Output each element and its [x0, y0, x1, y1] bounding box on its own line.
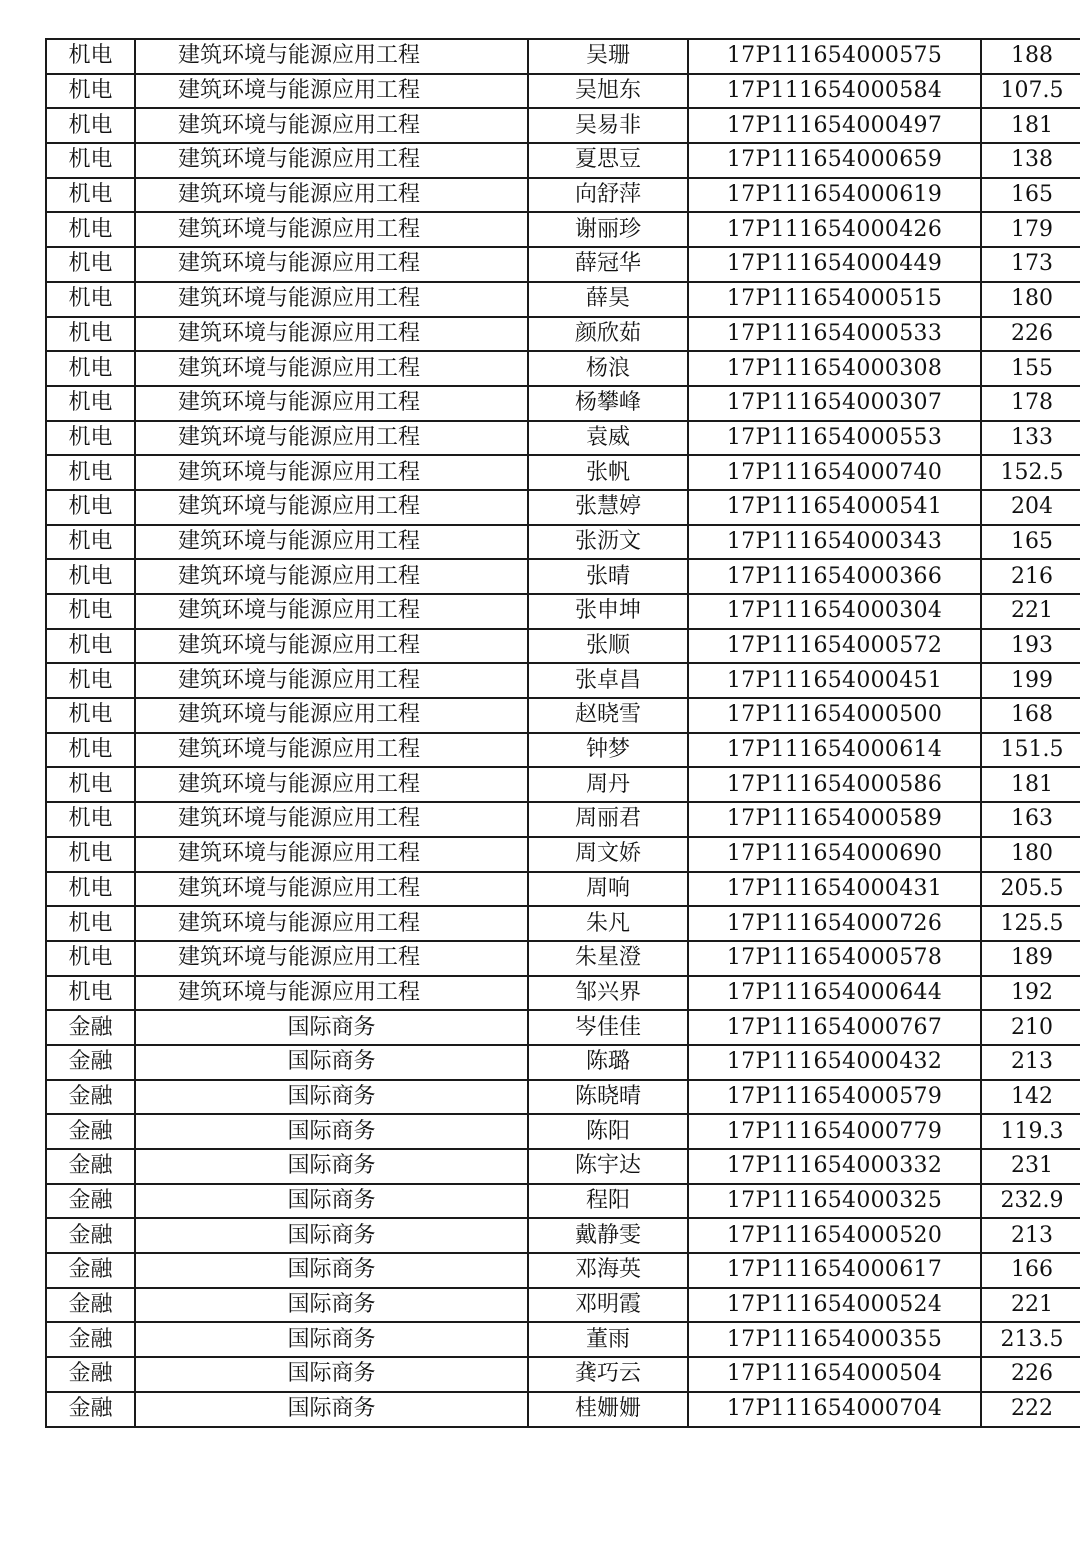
major-cell: 国际商务 — [135, 1045, 528, 1080]
major-cell: 建筑环境与能源应用工程 — [135, 74, 528, 109]
score-cell: 107.5 — [981, 74, 1080, 109]
student-name-cell: 张申坤 — [528, 594, 688, 629]
student-name-cell: 杨攀峰 — [528, 386, 688, 421]
student-name-cell: 张顺 — [528, 629, 688, 664]
exam-id-cell: 17P111654000524 — [688, 1288, 981, 1323]
table-row — [46, 108, 1080, 143]
score-cell: 213.5 — [981, 1322, 1080, 1357]
college-cell: 机电 — [46, 386, 135, 421]
student-name-cell: 桂姗姗 — [528, 1392, 688, 1427]
college-cell: 金融 — [46, 1080, 135, 1115]
student-name-cell: 薛昊 — [528, 282, 688, 317]
major-cell: 建筑环境与能源应用工程 — [135, 490, 528, 525]
exam-id-cell: 17P111654000767 — [688, 1010, 981, 1045]
major-cell: 建筑环境与能源应用工程 — [135, 629, 528, 664]
table-row — [46, 872, 1080, 907]
exam-id-cell: 17P111654000578 — [688, 941, 981, 976]
table-row — [46, 941, 1080, 976]
student-name-cell: 周丽君 — [528, 802, 688, 837]
major-cell: 建筑环境与能源应用工程 — [135, 872, 528, 907]
score-cell: 204 — [981, 490, 1080, 525]
exam-id-cell: 17P111654000740 — [688, 455, 981, 490]
major-cell: 建筑环境与能源应用工程 — [135, 525, 528, 560]
college-cell: 机电 — [46, 733, 135, 768]
major-cell: 建筑环境与能源应用工程 — [135, 733, 528, 768]
student-name-cell: 陈阳 — [528, 1114, 688, 1149]
college-cell: 机电 — [46, 525, 135, 560]
student-name-cell: 吴旭东 — [528, 74, 688, 109]
score-cell: 199 — [981, 663, 1080, 698]
table-row — [46, 178, 1080, 213]
score-cell: 193 — [981, 629, 1080, 664]
exam-id-cell: 17P111654000704 — [688, 1392, 981, 1427]
major-cell: 建筑环境与能源应用工程 — [135, 282, 528, 317]
score-cell: 119.3 — [981, 1114, 1080, 1149]
college-cell: 机电 — [46, 108, 135, 143]
exam-id-cell: 17P111654000366 — [688, 559, 981, 594]
exam-id-cell: 17P111654000572 — [688, 629, 981, 664]
score-cell: 180 — [981, 282, 1080, 317]
college-cell: 机电 — [46, 906, 135, 941]
student-name-cell: 张晴 — [528, 559, 688, 594]
student-name-cell: 杨浪 — [528, 351, 688, 386]
exam-id-cell: 17P111654000308 — [688, 351, 981, 386]
exam-id-cell: 17P111654000586 — [688, 767, 981, 802]
college-cell: 机电 — [46, 39, 135, 74]
major-cell: 建筑环境与能源应用工程 — [135, 455, 528, 490]
student-name-cell: 陈宇达 — [528, 1149, 688, 1184]
major-cell: 建筑环境与能源应用工程 — [135, 837, 528, 872]
major-cell: 国际商务 — [135, 1080, 528, 1115]
table-row — [46, 386, 1080, 421]
student-name-cell: 钟梦 — [528, 733, 688, 768]
table-row — [46, 247, 1080, 282]
student-name-cell: 朱凡 — [528, 906, 688, 941]
score-cell: 232.9 — [981, 1184, 1080, 1219]
major-cell: 国际商务 — [135, 1218, 528, 1253]
major-cell: 建筑环境与能源应用工程 — [135, 594, 528, 629]
exam-id-cell: 17P111654000431 — [688, 872, 981, 907]
college-cell: 金融 — [46, 1010, 135, 1045]
score-cell: 179 — [981, 212, 1080, 247]
score-cell: 188 — [981, 39, 1080, 74]
major-cell: 建筑环境与能源应用工程 — [135, 212, 528, 247]
score-cell: 165 — [981, 178, 1080, 213]
score-cell: 155 — [981, 351, 1080, 386]
exam-id-cell: 17P111654000690 — [688, 837, 981, 872]
exam-id-cell: 17P111654000426 — [688, 212, 981, 247]
major-cell: 国际商务 — [135, 1322, 528, 1357]
college-cell: 金融 — [46, 1045, 135, 1080]
college-cell: 机电 — [46, 455, 135, 490]
table-row — [46, 143, 1080, 178]
college-cell: 机电 — [46, 629, 135, 664]
exam-id-cell: 17P111654000449 — [688, 247, 981, 282]
exam-id-cell: 17P111654000617 — [688, 1253, 981, 1288]
major-cell: 国际商务 — [135, 1149, 528, 1184]
college-cell: 金融 — [46, 1288, 135, 1323]
major-cell: 建筑环境与能源应用工程 — [135, 663, 528, 698]
score-cell: 221 — [981, 1288, 1080, 1323]
college-cell: 机电 — [46, 767, 135, 802]
score-cell: 125.5 — [981, 906, 1080, 941]
score-cell: 192 — [981, 976, 1080, 1011]
score-cell: 151.5 — [981, 733, 1080, 768]
major-cell: 建筑环境与能源应用工程 — [135, 317, 528, 352]
table-row — [46, 1114, 1080, 1149]
score-cell: 138 — [981, 143, 1080, 178]
score-cell: 226 — [981, 317, 1080, 352]
major-cell: 建筑环境与能源应用工程 — [135, 351, 528, 386]
college-cell: 机电 — [46, 74, 135, 109]
college-cell: 机电 — [46, 698, 135, 733]
score-cell: 173 — [981, 247, 1080, 282]
table-row — [46, 1288, 1080, 1323]
table-row — [46, 1357, 1080, 1392]
college-cell: 金融 — [46, 1218, 135, 1253]
student-name-cell: 吴珊 — [528, 39, 688, 74]
score-cell: 213 — [981, 1218, 1080, 1253]
exam-id-cell: 17P111654000515 — [688, 282, 981, 317]
table-row — [46, 490, 1080, 525]
score-table — [45, 38, 1080, 1428]
major-cell: 国际商务 — [135, 1253, 528, 1288]
score-cell: 213 — [981, 1045, 1080, 1080]
table-row — [46, 629, 1080, 664]
exam-id-cell: 17P111654000553 — [688, 421, 981, 456]
exam-id-cell: 17P111654000779 — [688, 1114, 981, 1149]
student-name-cell: 邹兴界 — [528, 976, 688, 1011]
exam-id-cell: 17P111654000589 — [688, 802, 981, 837]
score-cell: 216 — [981, 559, 1080, 594]
table-row — [46, 594, 1080, 629]
score-cell: 181 — [981, 108, 1080, 143]
score-cell: 142 — [981, 1080, 1080, 1115]
college-cell: 机电 — [46, 421, 135, 456]
exam-id-cell: 17P111654000451 — [688, 663, 981, 698]
college-cell: 机电 — [46, 663, 135, 698]
student-name-cell: 颜欣茹 — [528, 317, 688, 352]
table-row — [46, 767, 1080, 802]
exam-id-cell: 17P111654000304 — [688, 594, 981, 629]
exam-id-cell: 17P111654000584 — [688, 74, 981, 109]
exam-id-cell: 17P111654000541 — [688, 490, 981, 525]
student-name-cell: 袁威 — [528, 421, 688, 456]
college-cell: 机电 — [46, 559, 135, 594]
major-cell: 建筑环境与能源应用工程 — [135, 39, 528, 74]
exam-id-cell: 17P111654000500 — [688, 698, 981, 733]
major-cell: 建筑环境与能源应用工程 — [135, 698, 528, 733]
table-row — [46, 525, 1080, 560]
major-cell: 国际商务 — [135, 1010, 528, 1045]
table-row — [46, 663, 1080, 698]
student-name-cell: 邓海英 — [528, 1253, 688, 1288]
table-row — [46, 733, 1080, 768]
exam-id-cell: 17P111654000619 — [688, 178, 981, 213]
student-name-cell: 朱星澄 — [528, 941, 688, 976]
college-cell: 机电 — [46, 351, 135, 386]
student-name-cell: 戴静雯 — [528, 1218, 688, 1253]
college-cell: 机电 — [46, 143, 135, 178]
table-row — [46, 282, 1080, 317]
table-row — [46, 455, 1080, 490]
score-cell: 133 — [981, 421, 1080, 456]
major-cell: 建筑环境与能源应用工程 — [135, 906, 528, 941]
college-cell: 机电 — [46, 282, 135, 317]
exam-id-cell: 17P111654000520 — [688, 1218, 981, 1253]
college-cell: 机电 — [46, 941, 135, 976]
major-cell: 建筑环境与能源应用工程 — [135, 143, 528, 178]
student-name-cell: 董雨 — [528, 1322, 688, 1357]
college-cell: 机电 — [46, 802, 135, 837]
major-cell: 建筑环境与能源应用工程 — [135, 802, 528, 837]
exam-id-cell: 17P111654000533 — [688, 317, 981, 352]
student-name-cell: 吴易非 — [528, 108, 688, 143]
student-name-cell: 张帆 — [528, 455, 688, 490]
table-row — [46, 1322, 1080, 1357]
document-page — [45, 38, 1064, 1428]
college-cell: 机电 — [46, 837, 135, 872]
student-name-cell: 龚巧云 — [528, 1357, 688, 1392]
major-cell: 建筑环境与能源应用工程 — [135, 421, 528, 456]
table-row — [46, 1010, 1080, 1045]
exam-id-cell: 17P111654000614 — [688, 733, 981, 768]
score-cell: 231 — [981, 1149, 1080, 1184]
exam-id-cell: 17P111654000644 — [688, 976, 981, 1011]
table-row — [46, 976, 1080, 1011]
college-cell: 机电 — [46, 594, 135, 629]
exam-id-cell: 17P111654000307 — [688, 386, 981, 421]
student-name-cell: 陈晓晴 — [528, 1080, 688, 1115]
score-cell: 165 — [981, 525, 1080, 560]
major-cell: 建筑环境与能源应用工程 — [135, 178, 528, 213]
table-row — [46, 698, 1080, 733]
table-row — [46, 39, 1080, 74]
table-row — [46, 1149, 1080, 1184]
exam-id-cell: 17P111654000659 — [688, 143, 981, 178]
table-row — [46, 1184, 1080, 1219]
college-cell: 金融 — [46, 1392, 135, 1427]
table-row — [46, 802, 1080, 837]
student-name-cell: 谢丽珍 — [528, 212, 688, 247]
college-cell: 金融 — [46, 1357, 135, 1392]
table-row — [46, 351, 1080, 386]
student-name-cell: 向舒萍 — [528, 178, 688, 213]
major-cell: 建筑环境与能源应用工程 — [135, 108, 528, 143]
score-cell: 166 — [981, 1253, 1080, 1288]
exam-id-cell: 17P111654000343 — [688, 525, 981, 560]
table-row — [46, 212, 1080, 247]
college-cell: 机电 — [46, 247, 135, 282]
exam-id-cell: 17P111654000575 — [688, 39, 981, 74]
major-cell: 国际商务 — [135, 1392, 528, 1427]
score-cell: 168 — [981, 698, 1080, 733]
table-row — [46, 1253, 1080, 1288]
student-name-cell: 岑佳佳 — [528, 1010, 688, 1045]
score-cell: 178 — [981, 386, 1080, 421]
major-cell: 建筑环境与能源应用工程 — [135, 941, 528, 976]
college-cell: 机电 — [46, 872, 135, 907]
table-row — [46, 1045, 1080, 1080]
college-cell: 金融 — [46, 1253, 135, 1288]
college-cell: 金融 — [46, 1322, 135, 1357]
student-name-cell: 周响 — [528, 872, 688, 907]
student-name-cell: 夏思豆 — [528, 143, 688, 178]
major-cell: 国际商务 — [135, 1184, 528, 1219]
table-row — [46, 1080, 1080, 1115]
table-body — [46, 39, 1080, 1427]
student-name-cell: 赵晓雪 — [528, 698, 688, 733]
exam-id-cell: 17P111654000332 — [688, 1149, 981, 1184]
student-name-cell: 周丹 — [528, 767, 688, 802]
student-name-cell: 程阳 — [528, 1184, 688, 1219]
table-row — [46, 906, 1080, 941]
exam-id-cell: 17P111654000726 — [688, 906, 981, 941]
exam-id-cell: 17P111654000325 — [688, 1184, 981, 1219]
exam-id-cell: 17P111654000355 — [688, 1322, 981, 1357]
major-cell: 国际商务 — [135, 1114, 528, 1149]
score-cell: 163 — [981, 802, 1080, 837]
college-cell: 机电 — [46, 178, 135, 213]
major-cell: 建筑环境与能源应用工程 — [135, 386, 528, 421]
score-cell: 226 — [981, 1357, 1080, 1392]
major-cell: 建筑环境与能源应用工程 — [135, 767, 528, 802]
student-name-cell: 张沥文 — [528, 525, 688, 560]
student-name-cell: 薛冠华 — [528, 247, 688, 282]
table-row — [46, 559, 1080, 594]
score-cell: 189 — [981, 941, 1080, 976]
exam-id-cell: 17P111654000579 — [688, 1080, 981, 1115]
major-cell: 国际商务 — [135, 1288, 528, 1323]
table-row — [46, 317, 1080, 352]
exam-id-cell: 17P111654000497 — [688, 108, 981, 143]
student-name-cell: 张卓昌 — [528, 663, 688, 698]
major-cell: 国际商务 — [135, 1357, 528, 1392]
major-cell: 建筑环境与能源应用工程 — [135, 559, 528, 594]
table-row — [46, 421, 1080, 456]
college-cell: 机电 — [46, 317, 135, 352]
score-cell: 210 — [981, 1010, 1080, 1045]
college-cell: 金融 — [46, 1114, 135, 1149]
college-cell: 机电 — [46, 212, 135, 247]
exam-id-cell: 17P111654000432 — [688, 1045, 981, 1080]
table-row — [46, 1392, 1080, 1427]
table-row — [46, 1218, 1080, 1253]
student-name-cell: 周文娇 — [528, 837, 688, 872]
score-cell: 180 — [981, 837, 1080, 872]
score-cell: 152.5 — [981, 455, 1080, 490]
college-cell: 金融 — [46, 1149, 135, 1184]
score-cell: 205.5 — [981, 872, 1080, 907]
college-cell: 金融 — [46, 1184, 135, 1219]
score-cell: 181 — [981, 767, 1080, 802]
student-name-cell: 邓明霞 — [528, 1288, 688, 1323]
major-cell: 建筑环境与能源应用工程 — [135, 976, 528, 1011]
exam-id-cell: 17P111654000504 — [688, 1357, 981, 1392]
college-cell: 机电 — [46, 976, 135, 1011]
table-row — [46, 837, 1080, 872]
college-cell: 机电 — [46, 490, 135, 525]
score-cell: 222 — [981, 1392, 1080, 1427]
table-row — [46, 74, 1080, 109]
student-name-cell: 陈璐 — [528, 1045, 688, 1080]
major-cell: 建筑环境与能源应用工程 — [135, 247, 528, 282]
score-cell: 221 — [981, 594, 1080, 629]
student-name-cell: 张慧婷 — [528, 490, 688, 525]
